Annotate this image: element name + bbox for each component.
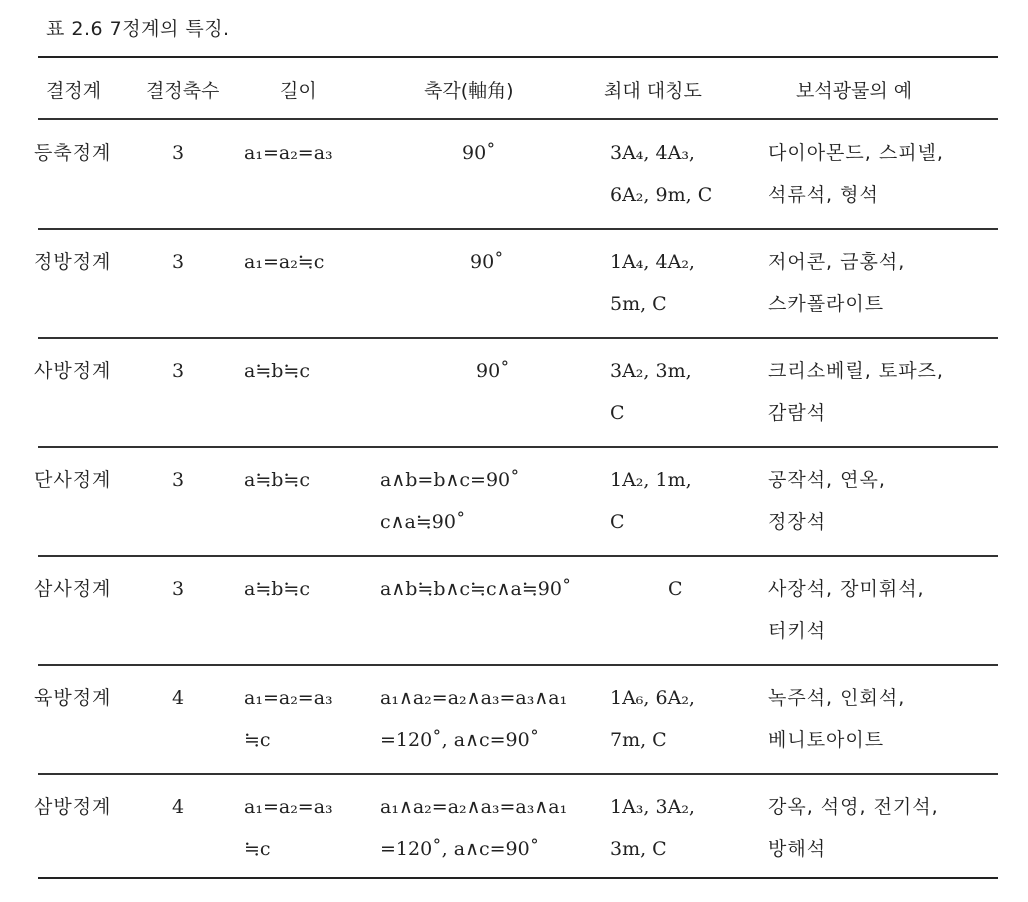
system-line: 단사정계 <box>34 469 112 491</box>
system-line: 삼사정계 <box>34 578 112 600</box>
row-2-angle <box>470 241 504 283</box>
length-line: a≒b≒c <box>244 360 310 382</box>
row-7-system <box>34 786 111 828</box>
row-divider <box>38 228 998 230</box>
row-5-angle <box>380 568 571 610</box>
row-7-length <box>244 786 333 870</box>
row-5-length <box>244 568 310 610</box>
row-5-system <box>34 568 111 610</box>
gems-line: 저어콘, 금홍석, <box>768 251 906 273</box>
row-6-angle <box>380 677 567 761</box>
axes-line: 3 <box>172 251 185 273</box>
gems-line: 다이아몬드, 스피넬, <box>768 142 944 164</box>
angle-line: a∧b=b∧c=90˚ <box>380 469 520 491</box>
row-1-length <box>244 132 333 174</box>
row-3-system <box>34 350 111 392</box>
axes-line: 3 <box>172 469 185 491</box>
row-2-gems <box>768 241 905 325</box>
row-2-length <box>244 241 324 283</box>
table-caption: 표 2.6 7정계의 특징. <box>46 18 230 40</box>
row-5-axes <box>172 568 184 610</box>
row-3-symmetry <box>610 350 692 434</box>
angle-line: =120˚, a∧c=90˚ <box>380 729 540 751</box>
row-4-symmetry <box>610 459 692 543</box>
row-divider <box>38 555 998 557</box>
axes-line: 3 <box>172 360 185 382</box>
header-gems: 보석광물의 예 <box>796 80 913 102</box>
row-5-symmetry <box>668 568 683 610</box>
length-line: ≒c <box>244 838 271 860</box>
axes-line: 4 <box>172 796 185 818</box>
row-6-symmetry <box>610 677 695 761</box>
axes-line: 3 <box>172 578 185 600</box>
symmetry-line: 3m, C <box>610 838 667 860</box>
row-3-length <box>244 350 310 392</box>
header-axes: 결정축수 <box>146 80 220 102</box>
row-3-gems <box>768 350 944 434</box>
row-2-system <box>34 241 111 283</box>
gems-line: 석류석, 형석 <box>768 184 879 206</box>
gems-line: 크리소베릴, 토파즈, <box>768 360 944 382</box>
symmetry-line: 6A₂, 9m, C <box>610 184 713 206</box>
row-3-axes <box>172 350 184 392</box>
system-line: 삼방정계 <box>34 796 112 818</box>
bottom-rule <box>38 877 998 879</box>
header-rule <box>38 118 998 120</box>
system-line: 사방정계 <box>34 360 112 382</box>
length-line: a₁=a₂=a₃ <box>244 796 333 818</box>
symmetry-line: 7m, C <box>610 729 667 751</box>
gems-line: 감람석 <box>768 402 827 424</box>
gems-line: 스카폴라이트 <box>768 293 885 315</box>
row-7-axes <box>172 786 184 828</box>
length-line: a≒b≒c <box>244 578 310 600</box>
gems-line: 베니토아이트 <box>768 729 885 751</box>
angle-line: c∧a≒90˚ <box>380 511 466 533</box>
angle-line: a₁∧a₂=a₂∧a₃=a₃∧a₁ <box>380 687 568 709</box>
symmetry-line: 3A₄, 4A₃, <box>610 142 695 164</box>
row-3-angle <box>476 350 510 392</box>
header-symmetry: 최대 대칭도 <box>604 80 702 102</box>
row-4-length <box>244 459 310 501</box>
row-2-symmetry <box>610 241 695 325</box>
axes-line: 3 <box>172 142 185 164</box>
length-line: a≒b≒c <box>244 469 310 491</box>
row-divider <box>38 664 998 666</box>
row-1-symmetry <box>610 132 712 216</box>
angle-line: a∧b≒b∧c≒c∧a≒90˚ <box>380 578 572 600</box>
length-line: a₁=a₂≒c <box>244 251 325 273</box>
gems-line: 공작석, 연옥, <box>768 469 886 491</box>
row-1-system <box>34 132 111 174</box>
gems-line: 정장석 <box>768 511 827 533</box>
row-7-angle <box>380 786 567 870</box>
row-4-gems <box>768 459 886 543</box>
symmetry-line: 1A₄, 4A₂, <box>610 251 695 273</box>
row-1-angle <box>462 132 496 174</box>
row-2-axes <box>172 241 184 283</box>
row-divider <box>38 773 998 775</box>
system-line: 육방정계 <box>34 687 112 709</box>
angle-line: a₁∧a₂=a₂∧a₃=a₃∧a₁ <box>380 796 568 818</box>
top-rule <box>38 56 998 58</box>
symmetry-line: C <box>610 402 625 424</box>
system-line: 등축정계 <box>34 142 112 164</box>
gems-line: 강옥, 석영, 전기석, <box>768 796 939 818</box>
row-5-gems <box>768 568 925 652</box>
symmetry-line: C <box>610 511 625 533</box>
angle-line: 90˚ <box>476 360 510 382</box>
row-4-system <box>34 459 111 501</box>
length-line: a₁=a₂=a₃ <box>244 142 333 164</box>
row-divider <box>38 446 998 448</box>
gems-line: 터키석 <box>768 620 827 642</box>
row-6-length <box>244 677 333 761</box>
header-angle: 축각(軸角) <box>424 80 514 102</box>
row-4-axes <box>172 459 184 501</box>
row-1-gems <box>768 132 944 216</box>
row-4-angle <box>380 459 520 543</box>
angle-line: 90˚ <box>470 251 504 273</box>
symmetry-line: 5m, C <box>610 293 667 315</box>
angle-line: 90˚ <box>462 142 496 164</box>
axes-line: 4 <box>172 687 185 709</box>
row-6-gems <box>768 677 905 761</box>
header-system: 결정계 <box>46 80 102 102</box>
symmetry-line: C <box>668 578 683 600</box>
row-7-gems <box>768 786 939 870</box>
row-6-system <box>34 677 111 719</box>
row-6-axes <box>172 677 184 719</box>
row-7-symmetry <box>610 786 695 870</box>
length-line: ≒c <box>244 729 271 751</box>
length-line: a₁=a₂=a₃ <box>244 687 333 709</box>
symmetry-line: 1A₂, 1m, <box>610 469 692 491</box>
row-divider <box>38 337 998 339</box>
gems-line: 녹주석, 인회석, <box>768 687 906 709</box>
header-length: 길이 <box>280 80 317 102</box>
angle-line: =120˚, a∧c=90˚ <box>380 838 540 860</box>
gems-line: 사장석, 장미휘석, <box>768 578 925 600</box>
system-line: 정방정계 <box>34 251 112 273</box>
symmetry-line: 1A₆, 6A₂, <box>610 687 695 709</box>
symmetry-line: 1A₃, 3A₂, <box>610 796 695 818</box>
row-1-axes <box>172 132 184 174</box>
symmetry-line: 3A₂, 3m, <box>610 360 692 382</box>
gems-line: 방해석 <box>768 838 827 860</box>
